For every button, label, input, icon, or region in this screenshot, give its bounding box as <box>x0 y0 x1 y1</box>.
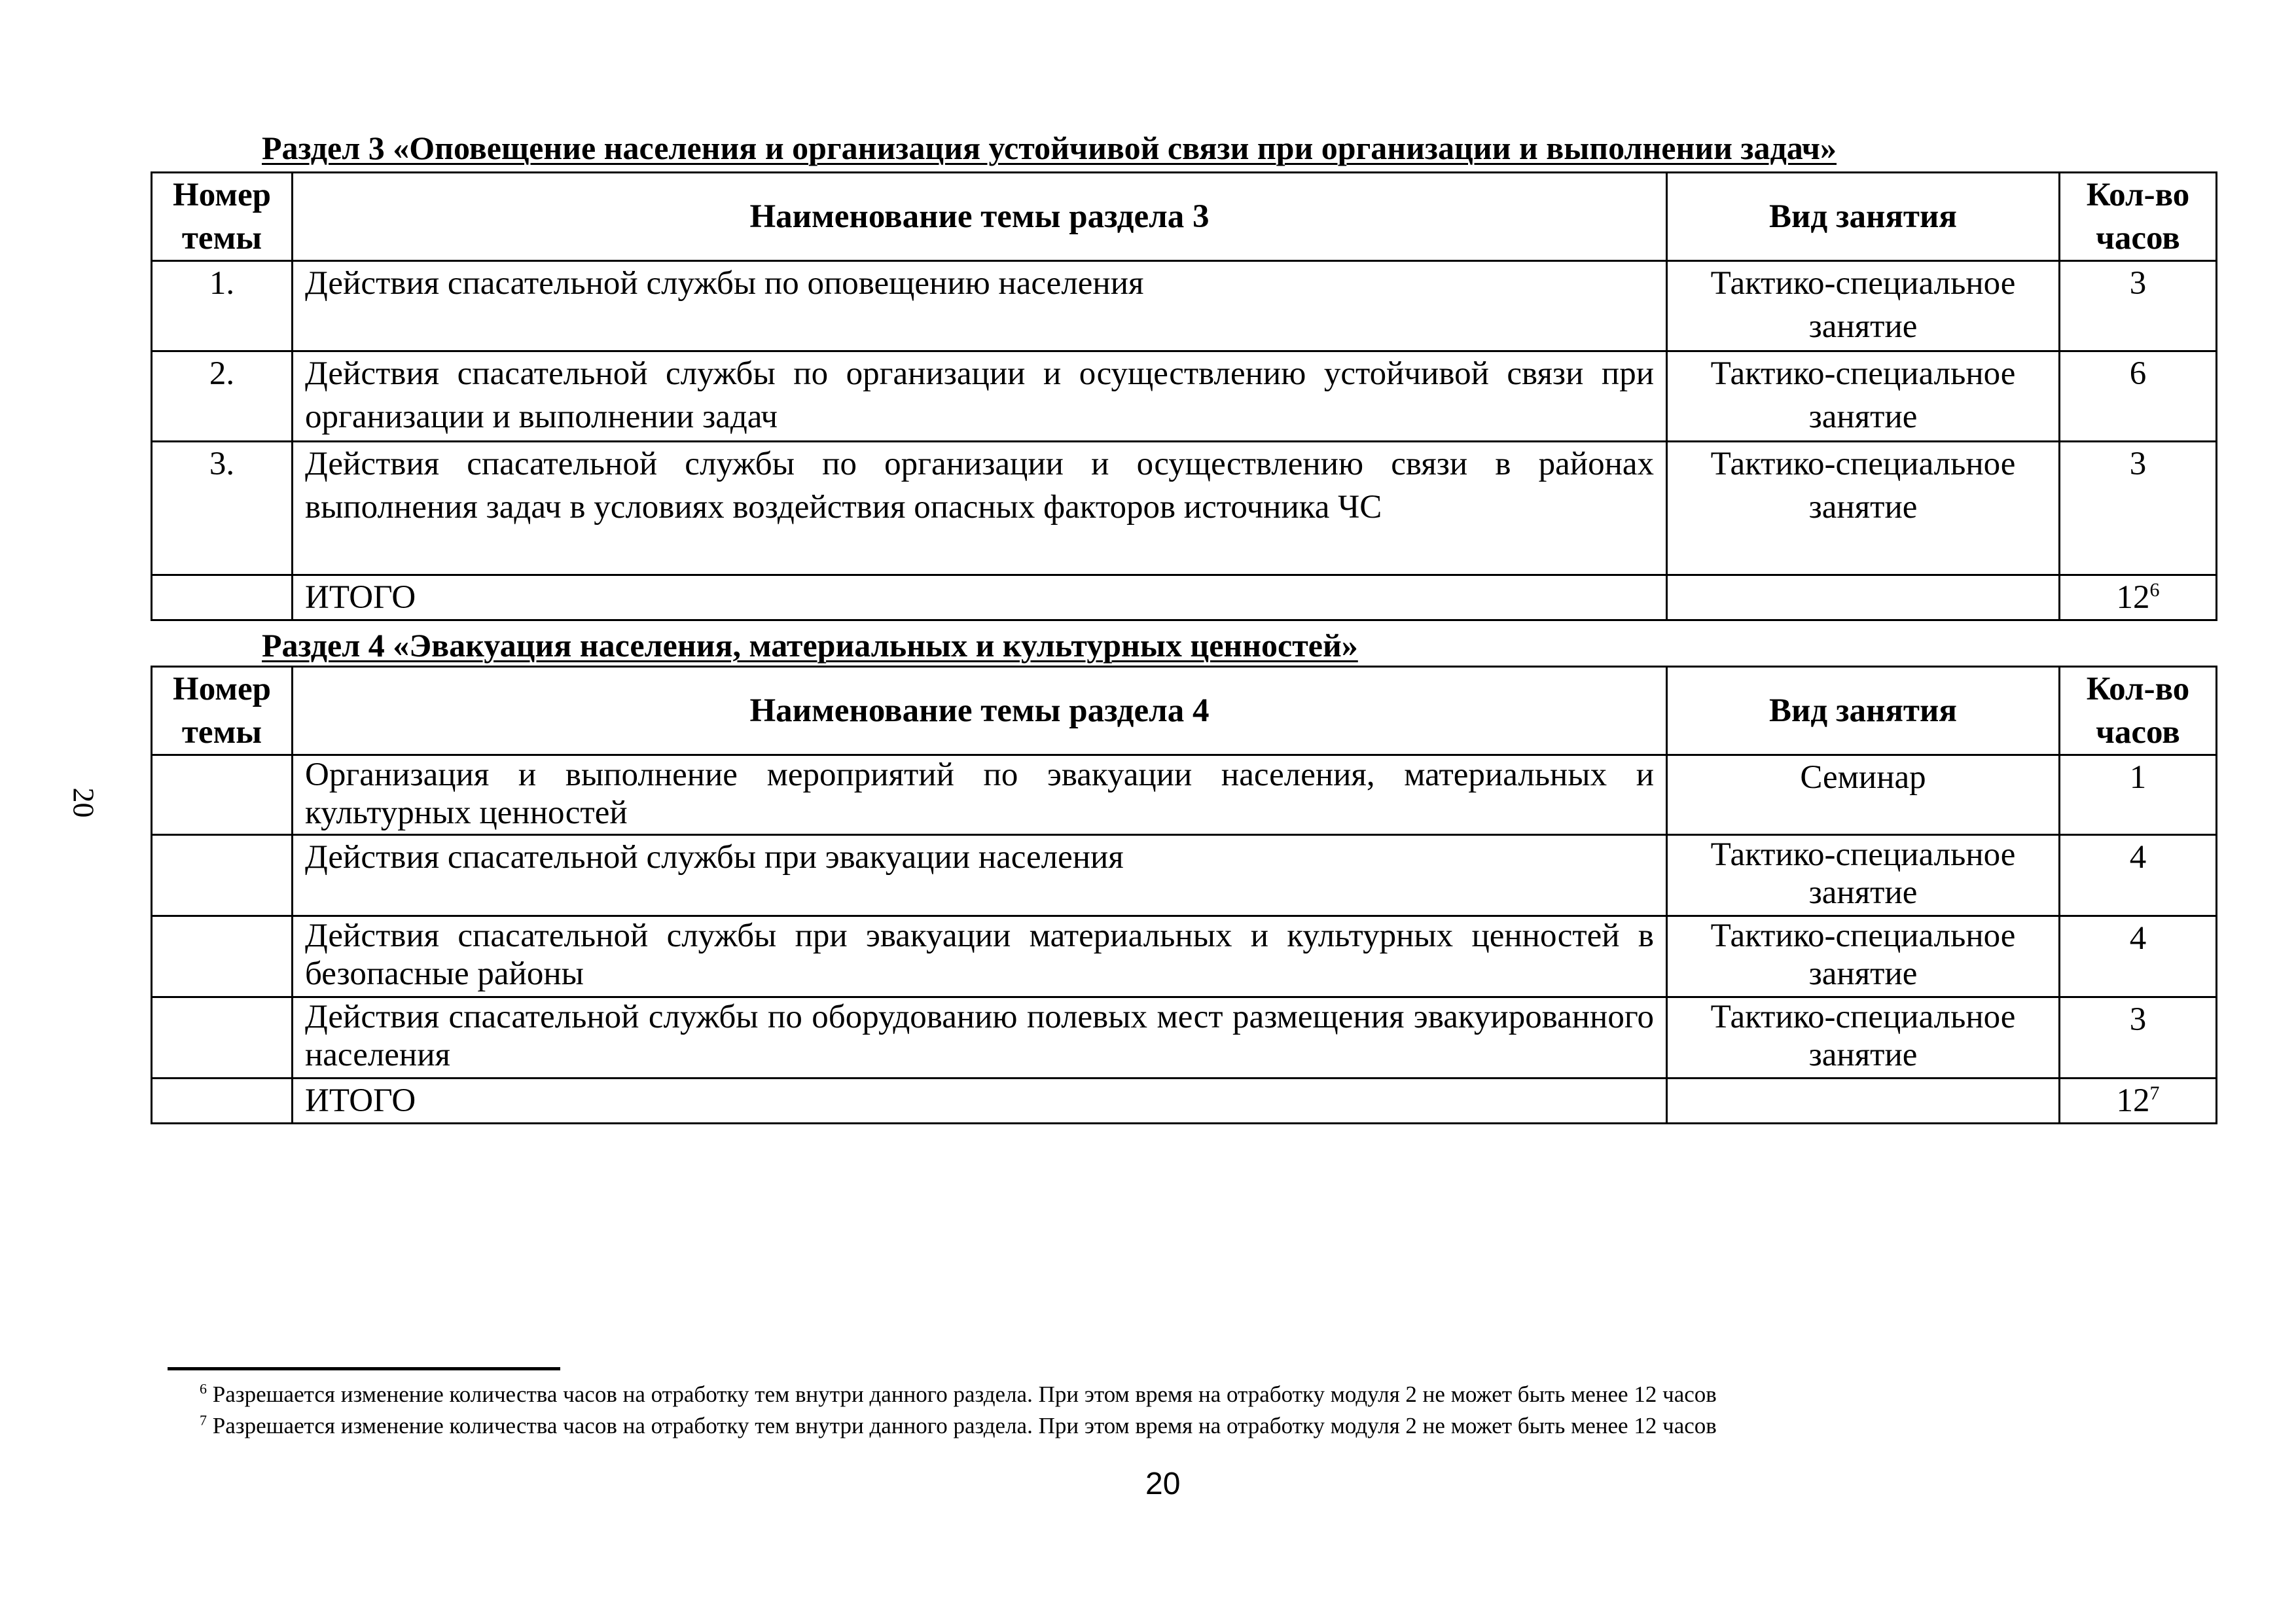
row-hours: 3 <box>2060 442 2217 575</box>
header-hours: Кол-во часов <box>2060 173 2217 261</box>
footnote-mark: 6 <box>200 1380 207 1397</box>
header-type: Вид занятия <box>1667 173 2060 261</box>
total-hours: 12 <box>2116 579 2150 616</box>
row-hours: 3 <box>2060 261 2217 351</box>
table-row <box>152 997 2217 1079</box>
footnote-ref: 7 <box>2149 1082 2160 1104</box>
row-topic: Действия спасательной службы по оборудованию полевых мест размещения эвакуированного населения <box>293 997 1667 1079</box>
table-row <box>152 916 2217 997</box>
row-topic: Действия спасательной службы по организации и осуществлению связи в районах выполнения задач в условиях воздействия опасных факторов источника ЧС <box>293 442 1667 575</box>
footnote-separator <box>168 1367 560 1370</box>
row-type: Семинар <box>1667 755 2060 835</box>
row-hours: 4 <box>2060 916 2217 997</box>
total-hours-cell <box>2060 575 2217 620</box>
row-topic: Действия спасательной службы по оповещению населения <box>293 261 1667 351</box>
row-number: 1. <box>152 261 293 351</box>
row-hours: 1 <box>2060 755 2217 835</box>
row-number <box>152 916 293 997</box>
footnote-text: Разрешается изменение количества часов на отработку тем внутри данного раздела. При этом время на отработку модуля 2 не может быть менее 12 часов <box>212 1382 1717 1407</box>
section-4-table <box>151 666 2217 1124</box>
table-row <box>152 442 2217 575</box>
total-row <box>152 575 2217 620</box>
footnote-ref: 6 <box>2149 579 2160 601</box>
header-number: Номер темы <box>152 173 293 261</box>
footnote-text: Разрешается изменение количества часов на отработку тем внутри данного раздела. При этом время на отработку модуля 2 не может быть менее 12 часов <box>212 1413 1717 1438</box>
row-number <box>152 755 293 835</box>
footnote <box>200 1412 1717 1440</box>
row-type: Тактико-специальное занятие <box>1667 261 2060 351</box>
side-page-number: 20 <box>67 787 101 818</box>
header-hours: Кол-во часов <box>2060 667 2217 755</box>
section-4-title: Раздел 4 «Эвакуация населения, материальных и культурных ценностей» <box>262 627 1358 664</box>
row-type: Тактико-специальное занятие <box>1667 351 2060 442</box>
total-label: ИТОГО <box>293 1079 1667 1124</box>
table-row <box>152 755 2217 835</box>
section-3-title: Раздел 3 «Оповещение населения и организация устойчивой связи при организации и выполнении задач» <box>262 130 1837 166</box>
footnote <box>200 1381 1717 1408</box>
header-type: Вид занятия <box>1667 667 2060 755</box>
row-number: 3. <box>152 442 293 575</box>
section-3-table <box>151 171 2217 621</box>
row-number <box>152 835 293 916</box>
row-type: Тактико-специальное занятие <box>1667 997 2060 1079</box>
header-name: Наименование темы раздела 4 <box>293 667 1667 755</box>
total-type-cell <box>1667 1079 2060 1124</box>
row-topic: Действия спасательной службы по организации и осуществлению устойчивой связи при организации и выполнении задач <box>293 351 1667 442</box>
header-name: Наименование темы раздела 3 <box>293 173 1667 261</box>
total-number-cell <box>152 1079 293 1124</box>
total-number-cell <box>152 575 293 620</box>
table-header-row <box>152 667 2217 755</box>
total-label: ИТОГО <box>293 575 1667 620</box>
row-hours: 6 <box>2060 351 2217 442</box>
total-hours: 12 <box>2116 1082 2150 1119</box>
row-number: 2. <box>152 351 293 442</box>
row-number <box>152 997 293 1079</box>
total-hours-cell <box>2060 1079 2217 1124</box>
page-number: 20 <box>1145 1467 1181 1501</box>
row-hours: 4 <box>2060 835 2217 916</box>
total-row <box>152 1079 2217 1124</box>
row-hours: 3 <box>2060 997 2217 1079</box>
table-row <box>152 835 2217 916</box>
row-topic: Действия спасательной службы при эвакуации материальных и культурных ценностей в безопасные районы <box>293 916 1667 997</box>
table-header-row <box>152 173 2217 261</box>
table-row <box>152 351 2217 442</box>
row-type: Тактико-специальное занятие <box>1667 916 2060 997</box>
header-number: Номер темы <box>152 667 293 755</box>
table-row <box>152 261 2217 351</box>
row-topic: Организация и выполнение мероприятий по эвакуации населения, материальных и культурных ценностей <box>293 755 1667 835</box>
total-type-cell <box>1667 575 2060 620</box>
row-type: Тактико-специальное занятие <box>1667 442 2060 575</box>
row-topic: Действия спасательной службы при эвакуации населения <box>293 835 1667 916</box>
footnote-mark: 7 <box>200 1412 207 1429</box>
row-type: Тактико-специальное занятие <box>1667 835 2060 916</box>
